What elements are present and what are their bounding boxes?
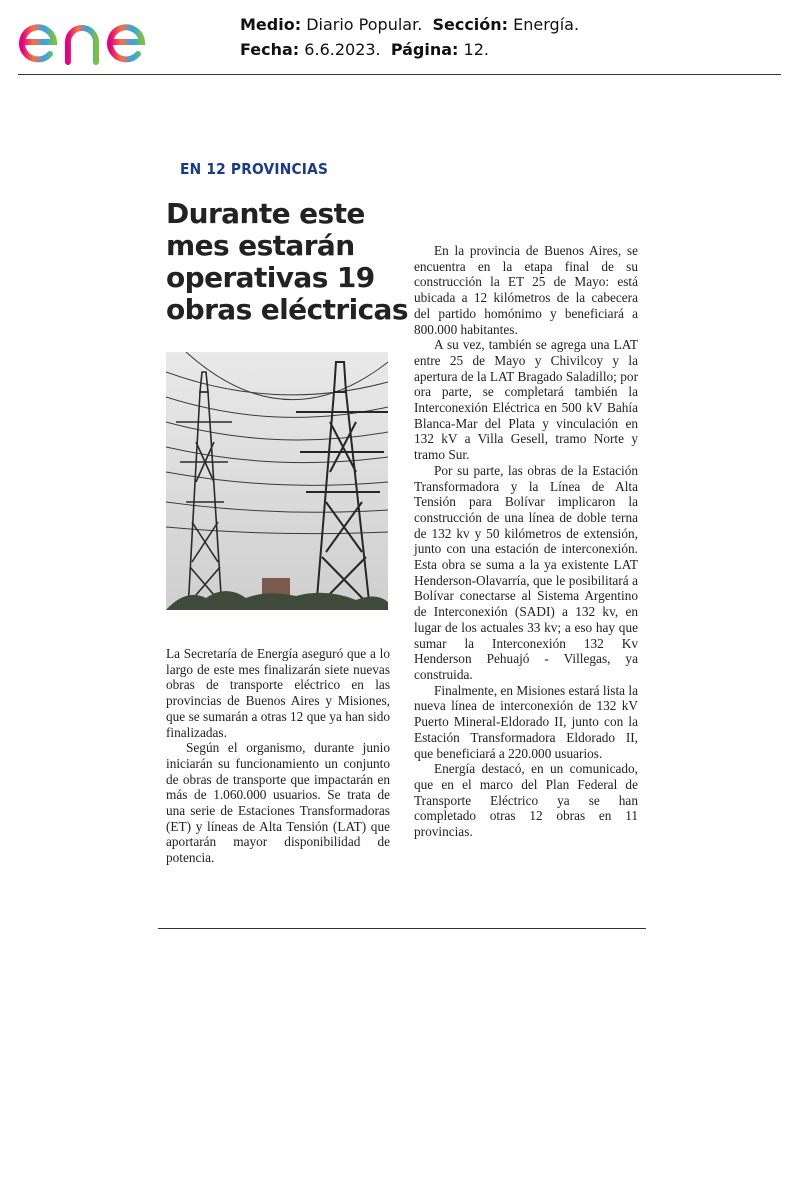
clipping-meta [240,12,579,62]
medio-label: Medio: [240,15,302,34]
article-paragraph: Por su parte, las obras de la Estación Transformadora y la Línea de Alta Tensión para Bolívar implicaron la construcción de una línea de doble terna de 132 kv y 50 kilómetros de extensión, junto con una estación de interconexión. Esta obra se suma a la ya existente LAT Henderson-Olavarría, que le posibilitará a Bolívar conectarse al Sistema Argentino de Interconexión (SADI) a 132 kv, en lugar de los actuales 33 kv; a eso hay que sumar la Interconexión 132 Kv Henderson Pehuajó - Villegas, ya construida. [414,462,638,682]
article-paragraph: Finalmente, en Misiones estará lista la nueva línea de interconexión de 132 kV Puerto Mineral-Eldorado II, junto con la Estación Transformadora Eldorado II, que beneficiará a 220.000 usuarios. [414,682,638,761]
pagina-value: 12. [463,40,489,59]
article-column-right [414,243,638,840]
article-paragraph: La Secretaría de Energía aseguró que a lo largo de este mes finalizarán siete nuevas obras de transporte eléctrico en las provincias de Buenos Aires y Misiones, que se sumarán a otras 12 que ya han sido finalizadas. [166,646,390,740]
header-divider [18,74,781,75]
article-headline [166,197,408,326]
seccion-value: Energía. [513,15,580,34]
pagina-label: Página: [390,40,459,59]
headline-line: obras eléctricas [166,293,408,326]
article-paragraph: Según el organismo, durante junio iniciarán su funcionamiento un conjunto de obras de transporte que impactarán en más de 1.060.000 usuarios. Se trata de una serie de Estaciones Transformadoras (ET) y líneas de Alta Tensión (LAT) que aportarán mayor disponibilidad de potencia. [166,740,390,866]
medio-value: Diario Popular. [306,15,423,34]
article-kicker: EN 12 PROVINCIAS [180,160,329,178]
article-column-left [166,646,390,866]
seccion-label: Sección: [432,15,509,34]
transmission-towers-photo [166,352,388,610]
headline-line: mes estarán [166,229,355,262]
headline-line: operativas 19 [166,261,375,294]
fecha-value: 6.6.2023. [304,40,381,59]
enel-logo [16,6,186,66]
article-paragraph: A su vez, también se agrega una LAT entre 25 de Mayo y Chivilcoy y la apertura de la LAT Bragado Saladillo; por ora parte, se completará también la Interconexión Eléctrica en 500 kV Bahía Blanca-Mar del Plata y vinculación en 132 kV a Villa Gesell, tramo Norte y tramo Sur. [414,337,638,463]
article-paragraph: En la provincia de Buenos Aires, se encuentra en la etapa final de su construcción la ET 25 de Mayo: está ubicada a 12 kilómetros de la cabecera del partido homónimo y beneficiará a 800.000 habitantes. [414,243,638,337]
fecha-label: Fecha: [240,40,300,59]
article-paragraph: Energía destacó, en un comunicado, que en el marco del Plan Federal de Transporte Eléctrico ya se han completado otras 12 obras en 11 provincias. [414,761,638,840]
article-bottom-divider [158,928,646,929]
headline-line: Durante este [166,197,365,230]
